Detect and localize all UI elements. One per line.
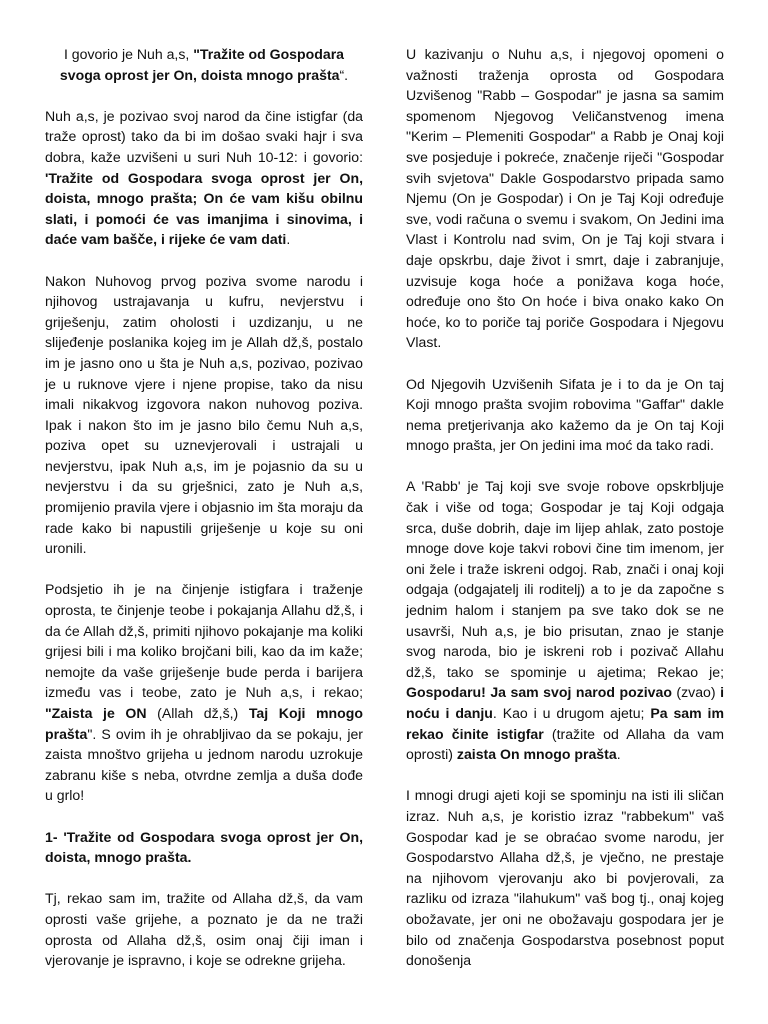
paragraph-p6 <box>45 888 363 970</box>
bold-text: "Zaista je ON <box>45 705 147 721</box>
text-run: (zvao) <box>671 684 721 701</box>
bold-text: "Tražite od Gospodara svoga oprost jer On, doista mnogo prašta <box>59 46 345 83</box>
text-run: . <box>616 746 621 763</box>
left-column <box>45 44 363 991</box>
right-column <box>406 44 724 991</box>
text-run: Podsjetio ih je na činjenje istigfara i traženje oprosta, te činjenje teobe i pokajanja Allahu dž,š, i da će Allah dž,š, primiti njihovo pokajanje ma koliki grijesi bili i ma koliko brojčani bili, kao da im kaže; nemojte da vaše griješenje bude perda i barijera između vas i teobe, zato je Nuh a,s, i rekao; <box>45 581 363 701</box>
paragraph-p5 <box>45 827 363 868</box>
text-run: Nuh a,s, je pozivao svoj narod da čine istigfar (da traže oprost) tako da bi im došao svaki hajr i sva dobra, kaže uzvišeni u suri Nuh 10-12: i govorio: <box>45 107 363 165</box>
paragraph-p4 <box>45 579 363 806</box>
paragraph-p10 <box>406 785 724 970</box>
text-run: Od Njegovih Uzvišenih Sifata je i to da je On taj Koji mnogo prašta svojim robovima "Gaffar" dakle nema pretjerivanja ako kažemo da je On taj Koji mnogo prašta, jer On jedini ima moć da tako radi. <box>406 375 724 454</box>
bold-text: Pa sam im rekao činite istigfar <box>406 705 724 742</box>
text-run: A 'Rabb' je Taj koji sve svoje robove opskrbljuje čak i više od toga; Gospodar je taj Koji odgaja srca, duše dobrih, daje im lijep ahlak, zato postoje mnoge dove koje takvi robovi čine tim imenom, jer oni žele i traže iskreni odgoj. Rab, znači i onaj koji odgaja (odgajatelj ili roditelj) a to je da započne s jednim halom i stanjem pa sve tako dok se ne usavrši, Nuh a,s, je bio prisutan, znao je stanje svog naroda, bio je iskreni rob i pozivač Allahu dž,š, tako se spominje u ajetima; Rekao je; <box>406 478 724 680</box>
paragraph-p2 <box>45 106 363 250</box>
text-run: (tražite od Allaha da vam oprosti) <box>406 725 724 763</box>
bold-text: Taj Koji mnogo prašta <box>45 705 363 742</box>
bold-text: i noću i danju <box>406 684 724 721</box>
paragraph-p1 <box>45 44 363 85</box>
bold-text: zaista On mnogo prašta <box>456 746 617 763</box>
bold-text: Gospodaru! Ja sam svoj narod pozivao <box>406 684 672 701</box>
paragraph-p3 <box>45 271 363 559</box>
text-run: “. <box>339 66 349 83</box>
paragraph-p9 <box>406 476 724 764</box>
text-run: . <box>286 231 291 248</box>
bold-text: 'Tražite od Gospodara svoga oprost jer On, doista, mnogo prašta; On će vam kišu obilnu slati, i pomoći će vas imanjima i sinovima, i daće vam bašče, i rijeke će vam dati <box>45 169 363 248</box>
text-run: ". S ovim ih je ohrabljivao da se pokaju, jer zaista mnoštvo grijeha u jednom narodu uzrokuje zabranu kiše s neba, otvrdne zemlja a duša dođe u grlo! <box>45 725 363 804</box>
text-run: Tj, rekao sam im, tražite od Allaha dž,š, da vam oprosti vaše grijehe, a poznato je da ne traži oprosta od Allaha dž,š, osim onaj čiji iman i vjerovanje je ispravno, i koje se odrekne grijeha. <box>45 890 363 969</box>
text-run: I mnogi drugi ajeti koji se spominju na isti ili sličan izraz. Nuh a,s, je koristio izraz "rabbekum" vaš Gospodar kad je se obraćao svome narodu, jer Gospodarstvo Allaha dž,š, je vječno, ne prestaje na njihovom vjerovanju ako bi povjerovali, za razliku od izraza "ilahukum" vaš bog tj., onaj kojeg obožavate, jer oni ne obožavaju gospodara jer je bilo od značenja Gospodarstva posebnost poput donošenja <box>406 787 724 969</box>
text-run: . Kao i u drugom ajetu; <box>492 705 651 721</box>
paragraph-p8 <box>406 374 724 456</box>
paragraph-p7 <box>406 44 724 353</box>
text-run: Nakon Nuhovog prvog poziva svome narodu i njihovog ustrajavanja u kufru, nevjerstvu i griješenju, zatim oholosti i uzdizanju, u ne slijeđenje poslanika kojeg im je Allah dž,š, postalo im je jasno ono u šta je Nuh a,s, pozivao, pozivao je u ruknove vjere i njene propise, tako da nisu imali nikakvog izgovora nakon nuhovog poziva. Ipak i nakon što im je jasno bilo čemu Nuh a,s, poziva opet su uznevjerovali i ustrajali u nevjerstvu, ipak Nuh a,s, im je pojasnio da su u nevjerstvu i da su grješnici, zato je Nuh a,s, promijenio pravila vjere i objasnio im šta moraju da rade kako bi napustili griješenje u koje su oni uronili. <box>45 272 363 557</box>
text-run: I govorio je Nuh a,s, <box>63 46 194 62</box>
bold-text: 1- 'Tražite od Gospodara svoga oprost jer On, doista, mnogo prašta. <box>45 828 363 866</box>
text-run: U kazivanju o Nuhu a,s, i njegovoj opomeni o važnosti traženja oprosta od Gospodara Uzvišenog "Rabb – Gospodar" je jasna sa samim spomenom Njegovog Veličanstvenog imena "Kerim – Plemeniti Gospodar" a Rabb je Onaj koji sve posjeduje i pokreće, značenje riječi "Gospodar svih svjetova" Dakle Gospodarstvo pripada samo Njemu (On je Gospodar) i On je Taj Koji određuje sve, vodi računa o svemu i svakom, On Jedini ima Vlast i Kontrolu nad svim, On je Taj koji stvara i daje opskrbu, daje život i smrt, daje i zabranjuje, uzvisuje koga hoće a ponižava koga hoće, određuje ono što On hoće i biva onako kako On hoće, ko to poriče taj poriče Gospodara i Njegovu Vlast. <box>406 46 724 351</box>
text-run: (Allah dž,š,) <box>146 705 249 721</box>
